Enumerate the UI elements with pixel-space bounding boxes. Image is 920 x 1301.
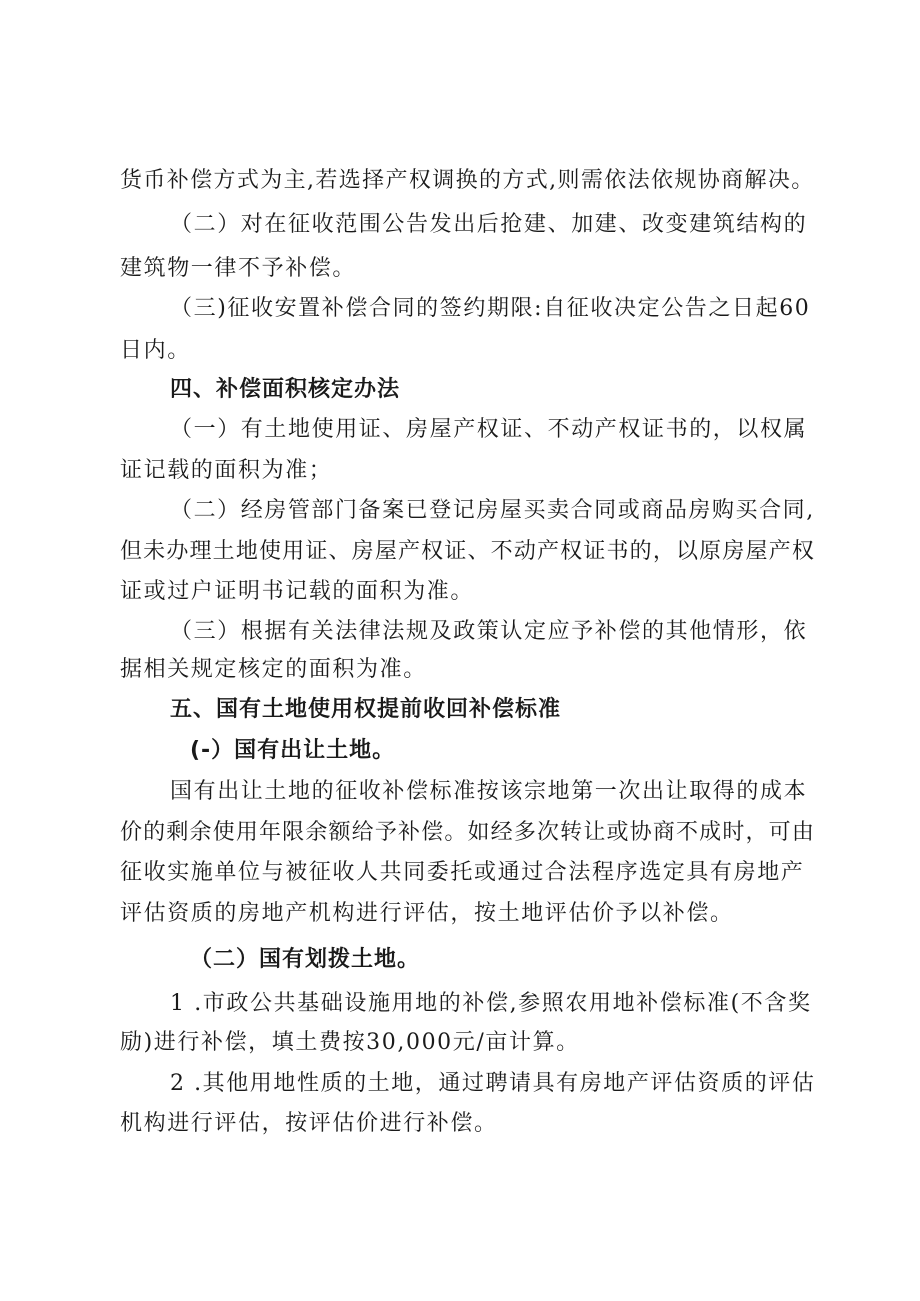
paragraph-line: 日内。 <box>120 338 191 363</box>
paragraph-line: 评估资质的房地产机构进行评估，按土地评估价予以补偿。 <box>120 901 734 926</box>
paragraph-line: 机构进行评估，按评估价进行补偿。 <box>120 1111 498 1136</box>
paragraph-line: （三）根据有关法律法规及政策认定应予补偿的其他情形，依 <box>170 619 808 644</box>
section-heading-5: 五、国有土地使用权提前收回补偿标准 <box>170 697 562 722</box>
section-heading-4: 四、补偿面积核定办法 <box>170 377 401 402</box>
paragraph-line: 但未办理土地使用证、房屋产权证、不动产权证书的，以原房屋产权 <box>120 539 816 564</box>
subsection-heading: (-）国有出让土地。 <box>190 738 396 763</box>
paragraph-line: 2 .其他用地性质的土地，通过聘请具有房地产评估资质的评估 <box>170 1071 816 1096</box>
paragraph-line: 据相关规定核定的面积为准。 <box>120 657 427 682</box>
paragraph-line: 国有出让土地的征收补偿标准按该宗地第一次出让取得的成本 <box>170 779 808 804</box>
paragraph-line: （一）有土地使用证、房屋产权证、不动产权证书的，以权属 <box>170 417 808 442</box>
paragraph-line: （二）对在征收范围公告发出后抢建、加建、改变建筑结构的 <box>170 212 808 237</box>
paragraph-line: 建筑物一律不予补偿。 <box>120 256 357 281</box>
paragraph-line: （二）经房管部门备案已登记房屋买卖合同或商品房购买合同, <box>170 498 815 523</box>
paragraph-line: 价的剩余使用年限余额给予补偿。如经多次转让或协商不成时，可由 <box>120 820 816 845</box>
paragraph-line: 货币补偿方式为主,若选择产权调换的方式,则需依法依规协商解决。 <box>120 168 815 193</box>
paragraph-line: 征收实施单位与被征收人共同委托或通过合法程序选定具有房地产 <box>120 860 805 885</box>
paragraph-line: （三)征收安置补偿合同的签约期限:自征收决定公告之日起60 <box>170 296 811 321</box>
subsection-heading: （二）国有划拨土地。 <box>190 947 421 972</box>
paragraph-line: 1 .市政公共基础设施用地的补偿,参照农用地补偿标准(不含奖 <box>170 991 812 1016</box>
paragraph-line: 励)进行补偿，填土费按30,000元/亩计算。 <box>120 1030 580 1055</box>
paragraph-line: 证或过户证明书记载的面积为准。 <box>120 579 475 604</box>
paragraph-line: 证记载的面积为准； <box>120 458 333 483</box>
